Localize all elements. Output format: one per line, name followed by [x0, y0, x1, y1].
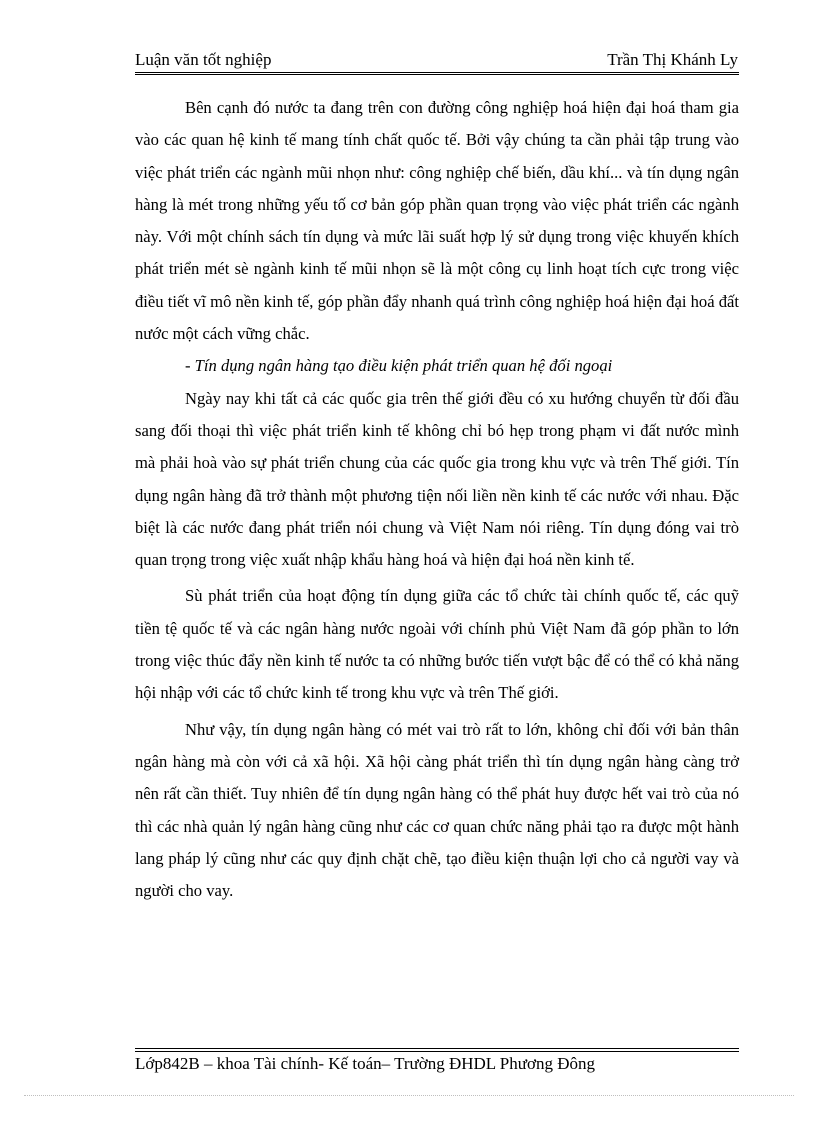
- section-subheading-foreign-relations: - Tín dụng ngân hàng tạo điều kiện phát triển quan hệ đối ngoại: [185, 356, 613, 376]
- header-author-name: Trần Thị Khánh Ly: [607, 50, 738, 69]
- page-header: [135, 48, 738, 72]
- footer-divider: [135, 1048, 739, 1052]
- paragraph-globalization: Ngày nay khi tất cả các quốc gia trên thế giới đều có xu hướng chuyển từ đối đầu sang đối thoại thì việc phát triển kinh tế không chỉ bó hẹp trong phạm vi đất nước mình mà phải hoà vào sự phát triển chung của các quốc gia trong khu vực và trên Thế giới. Tín dụng ngân hàng đã trở thành một phương tiện nối liền nền kinh tế các nước với nhau. Đặc biệt là các nước đang phát triển nói chung và Việt Nam nói riêng. Tín dụng đóng vai trò quan trọng trong việc xuất nhập khẩu hàng hoá và hiện đại hoá nền kinh tế.: [135, 388, 739, 570]
- header-thesis-label: Luận văn tốt nghiệp: [135, 50, 272, 69]
- page-bottom-border: [24, 1095, 794, 1096]
- document-body: [135, 92, 739, 907]
- header-divider: [135, 72, 739, 75]
- paragraph-conclusion: Như vậy, tín dụng ngân hàng có mét vai trò rất to lớn, không chỉ đối với bản thân ngân hàng mà còn với cả xã hội. Xã hội càng phát triển thì tín dụng ngân hàng càng trở nên rất cần thiết. Tuy nhiên để tín dụng ngân hàng có thể phát huy được hết vai trò của nó thì các nhà quản lý ngân hàng cũng như các cơ quan chức năng phải tạo ra được một hành lang pháp lý cũng như các quy định chặt chẽ, tạo điều kiện thuận lợi cho cả người vay và người cho vay.: [135, 719, 739, 901]
- page-footer: Lớp842B – khoa Tài chính- Kế toán– Trường ĐHDL Phương Đông: [135, 1054, 595, 1073]
- paragraph-international-credit: Sù phát triển của hoạt động tín dụng giữa các tổ chức tài chính quốc tế, các quỹ tiền tệ quốc tế và các ngân hàng nước ngoài với chính phủ Việt Nam đã góp phần to lớn trong việc thúc đẩy nền kinh tế nước ta có những bước tiến vượt bậc để có thể có khả năng hội nhập với các tổ chức kinh tế trong khu vực và trên Thế giới.: [135, 586, 739, 703]
- paragraph-industrialization: Bên cạnh đó nước ta đang trên con đường công nghiệp hoá hiện đại hoá tham gia vào các quan hệ kinh tế mang tính chất quốc tế. Bởi vậy chúng ta cần phải tập trung vào việc phát triển các ngành mũi nhọn như: công nghiệp chế biến, dầu khí... và tín dụng ngân hàng là mét trong những yếu tố cơ bản góp phần quan trọng vào việc phát triển các ngành này. Với một chính sách tín dụng và mức lãi suất hợp lý sử dụng trong việc khuyến khích phát triển mét sè ngành kinh tế mũi nhọn sẽ là một công cụ linh hoạt tích cực trong việc điều tiết vĩ mô nền kinh tế, góp phần đẩy nhanh quá trình công nghiệp hoá hiện đại hoá đất nước một cách vững chắc.: [135, 98, 739, 344]
